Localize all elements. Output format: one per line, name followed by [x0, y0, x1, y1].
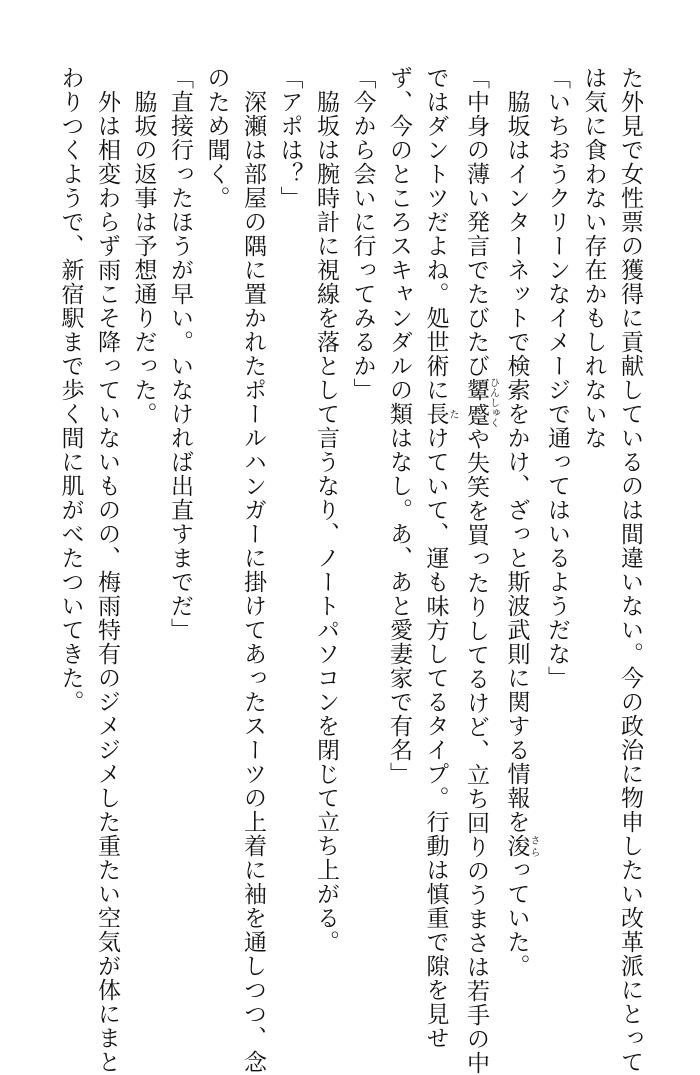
text-line-16: わりつくようで、新宿駅まで歩く間に肌がべたついてきた。 [57, 66, 84, 714]
ruby-hinshuku: 顰蹙ひんしゅく [463, 377, 499, 428]
body-text [52, 66, 648, 1075]
ruby-sara: 浚さら [503, 834, 539, 858]
text-line-4: 脇坂はインターネットで検索をかけ、ざっと斯波武則に関する情報を浚さらっていた。 [503, 66, 539, 978]
text-line-11: 深瀬は部屋の隅に置かれたポールハンガーに掛けてあったスーツの上着に袖を通しつつ、念 [240, 66, 266, 1074]
text-line-8: 「今から会いに行ってみるか」 [349, 66, 376, 402]
text-line-15: 外は相変わらず雨こそ降っていないものの、梅雨特有のジメジメした重たい空気が体にまと [94, 66, 120, 1074]
text-line-7: ず、今のところスキャンダルの類はなし。あ、あと愛妻家で有名」 [386, 66, 412, 786]
text-line-13: 「直接行ったほうが早い。いなければ出直すまでだ」 [167, 66, 193, 642]
text-line-3: 「いちおうクリーンなイメージで通ってはいるようだな」 [544, 66, 570, 690]
text-line-1: た外見で女性票の獲得に貢献しているのは間違いない。今の政治に物申したい改革派にとって [617, 66, 643, 1074]
text-line-6: ではダントツだよね。処世術に長たけていて、運も味方してるタイプ。行動は慎重で隙を見せ [422, 66, 458, 1050]
text-line-12: のため聞く。 [203, 66, 230, 210]
text-line-10: 「アポは？」 [276, 66, 303, 210]
text-line-9: 脇坂は腕時計に視線を落として言うなり、ノートパソコンを閉じて立ち上がる。 [313, 66, 339, 954]
text-line-5: 「中身の薄い発言でたびたび顰蹙ひんしゅくや失笑を買ったりしてるけど、立ち回りのうまさは若手の中 [463, 66, 499, 1075]
ruby-ta: 長た [422, 402, 458, 426]
text-line-14: 脇坂の返事は予想通りだった。 [130, 66, 157, 426]
text-line-2: は気に食わない存在かもしれないな [580, 66, 607, 450]
